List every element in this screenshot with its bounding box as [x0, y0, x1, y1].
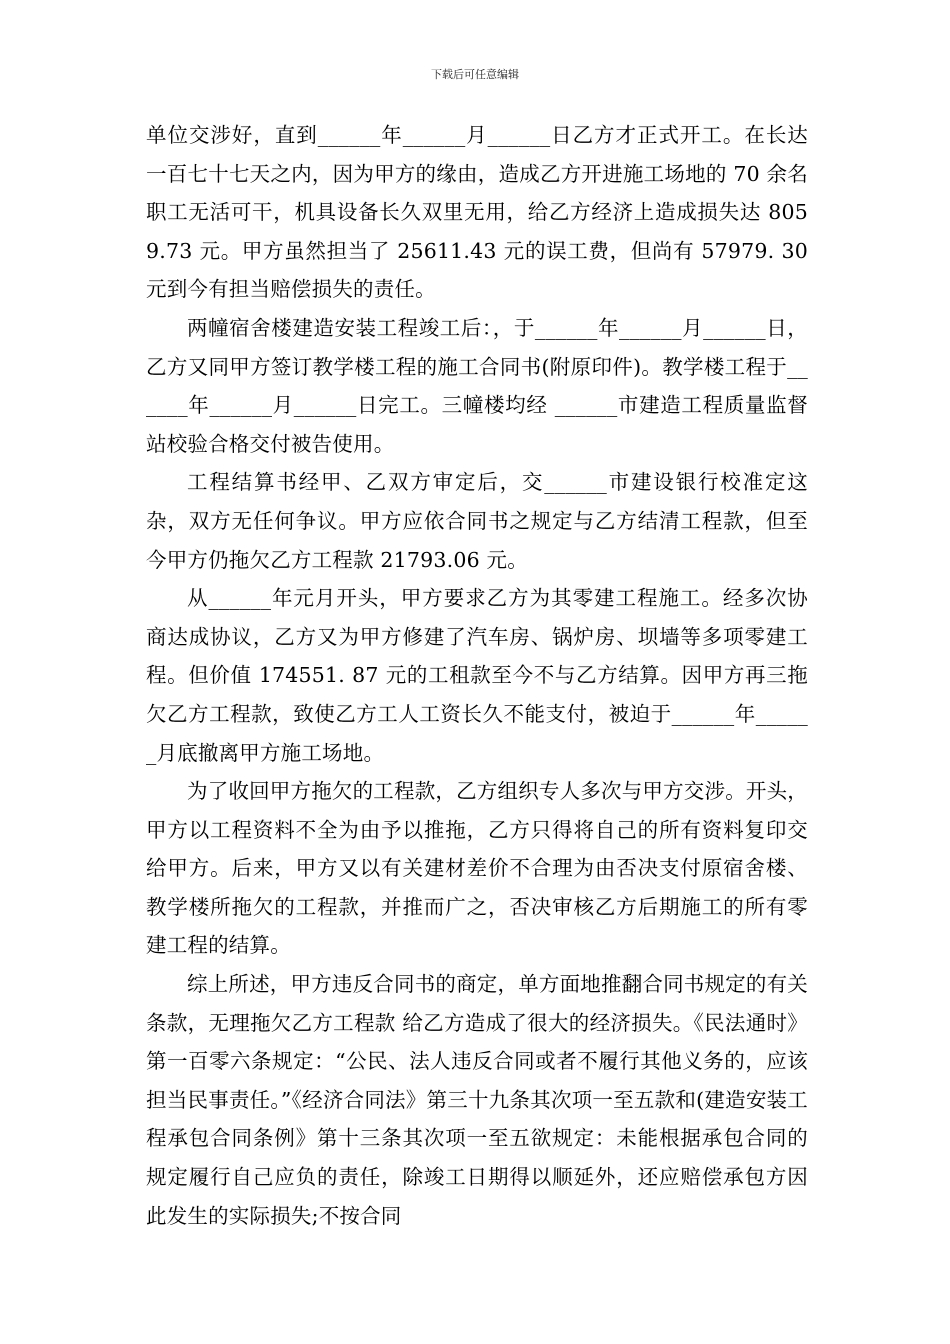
paragraph-2: 两幢宿舍楼建造安装工程竣工后：，于______年______月______日，乙方又同甲方签订教学楼工程的施工合同书(附原印件)。教学楼工程于______年______月______日完工。三幢楼均经 ______市建造工程质量监督站校验合格交付被告使用。 — [146, 315, 808, 456]
paragraph-4: 从______年元月开头，甲方要求乙方为其零建工程施工。经多次协商达成协议，乙方又为甲方修建了汽车房、锅炉房、坝墙等多项零建工程。但价值 174551. 87 元的工租款至今不与乙方结算。因甲方再三拖欠乙方工程款，致使乙方工人工资长久不能支付，被迫于______年______月底撤离甲方施工场地。 — [146, 586, 808, 765]
page-header-note: 下载后可任意编辑 — [431, 68, 519, 81]
paragraph-3: 工程结算书经甲、乙双方审定后，交______市建设银行校准定这杂，双方无任何争议。甲方应依合同书之规定与乙方结清工程款，但至今甲方仍拖欠乙方工程款 21793.06 元。 — [146, 470, 808, 572]
paragraph-6: 综上所述，甲方违反合同书的商定，单方面地推翻合同书规定的有关条款，无理拖欠乙方工程款 给乙方造成了很大的经济损失。《民法通时》第一百零六条规定：“公民、法人违反合同或者不履行其他义务的，应该担当民事责任。”《经济合同法》第三十九条其次项一至五款和(建造安装工程承包合同条例》第十三条其次项一至五欲规定：未能根据承包合同的规定履行自己应负的责任，除竣工日期得以顺延外，还应赔偿承包方因此发生的实际损失;不按合同 — [146, 972, 808, 1228]
paragraph-1: 单位交涉好，直到______年______月______日乙方才正式开工。在长达一百七十七天之内，因为甲方的缘由，造成乙方开进施工场地的 70 余名职工无活可干，机具设备长久双里无用，给乙方经济上造成损失达 8059.73 元。甲方虽然担当了 25611.43 元的误工费，但尚有 57979. 30 元到今有担当赔偿损失的责任。 — [146, 123, 808, 302]
paragraph-5: 为了收回甲方拖欠的工程款，乙方组织专人多次与甲方交涉。开头，甲方以工程资料不全为由予以推拖，乙方只得将自己的所有资料复印交给甲方。后来，甲方又以有关建材差价不合理为由否决支付原宿舍楼、教学楼所拖欠的工程款，并推而广之，否决审核乙方后期施工的所有零建工程的结算。 — [146, 779, 808, 958]
document-body — [146, 116, 808, 1235]
